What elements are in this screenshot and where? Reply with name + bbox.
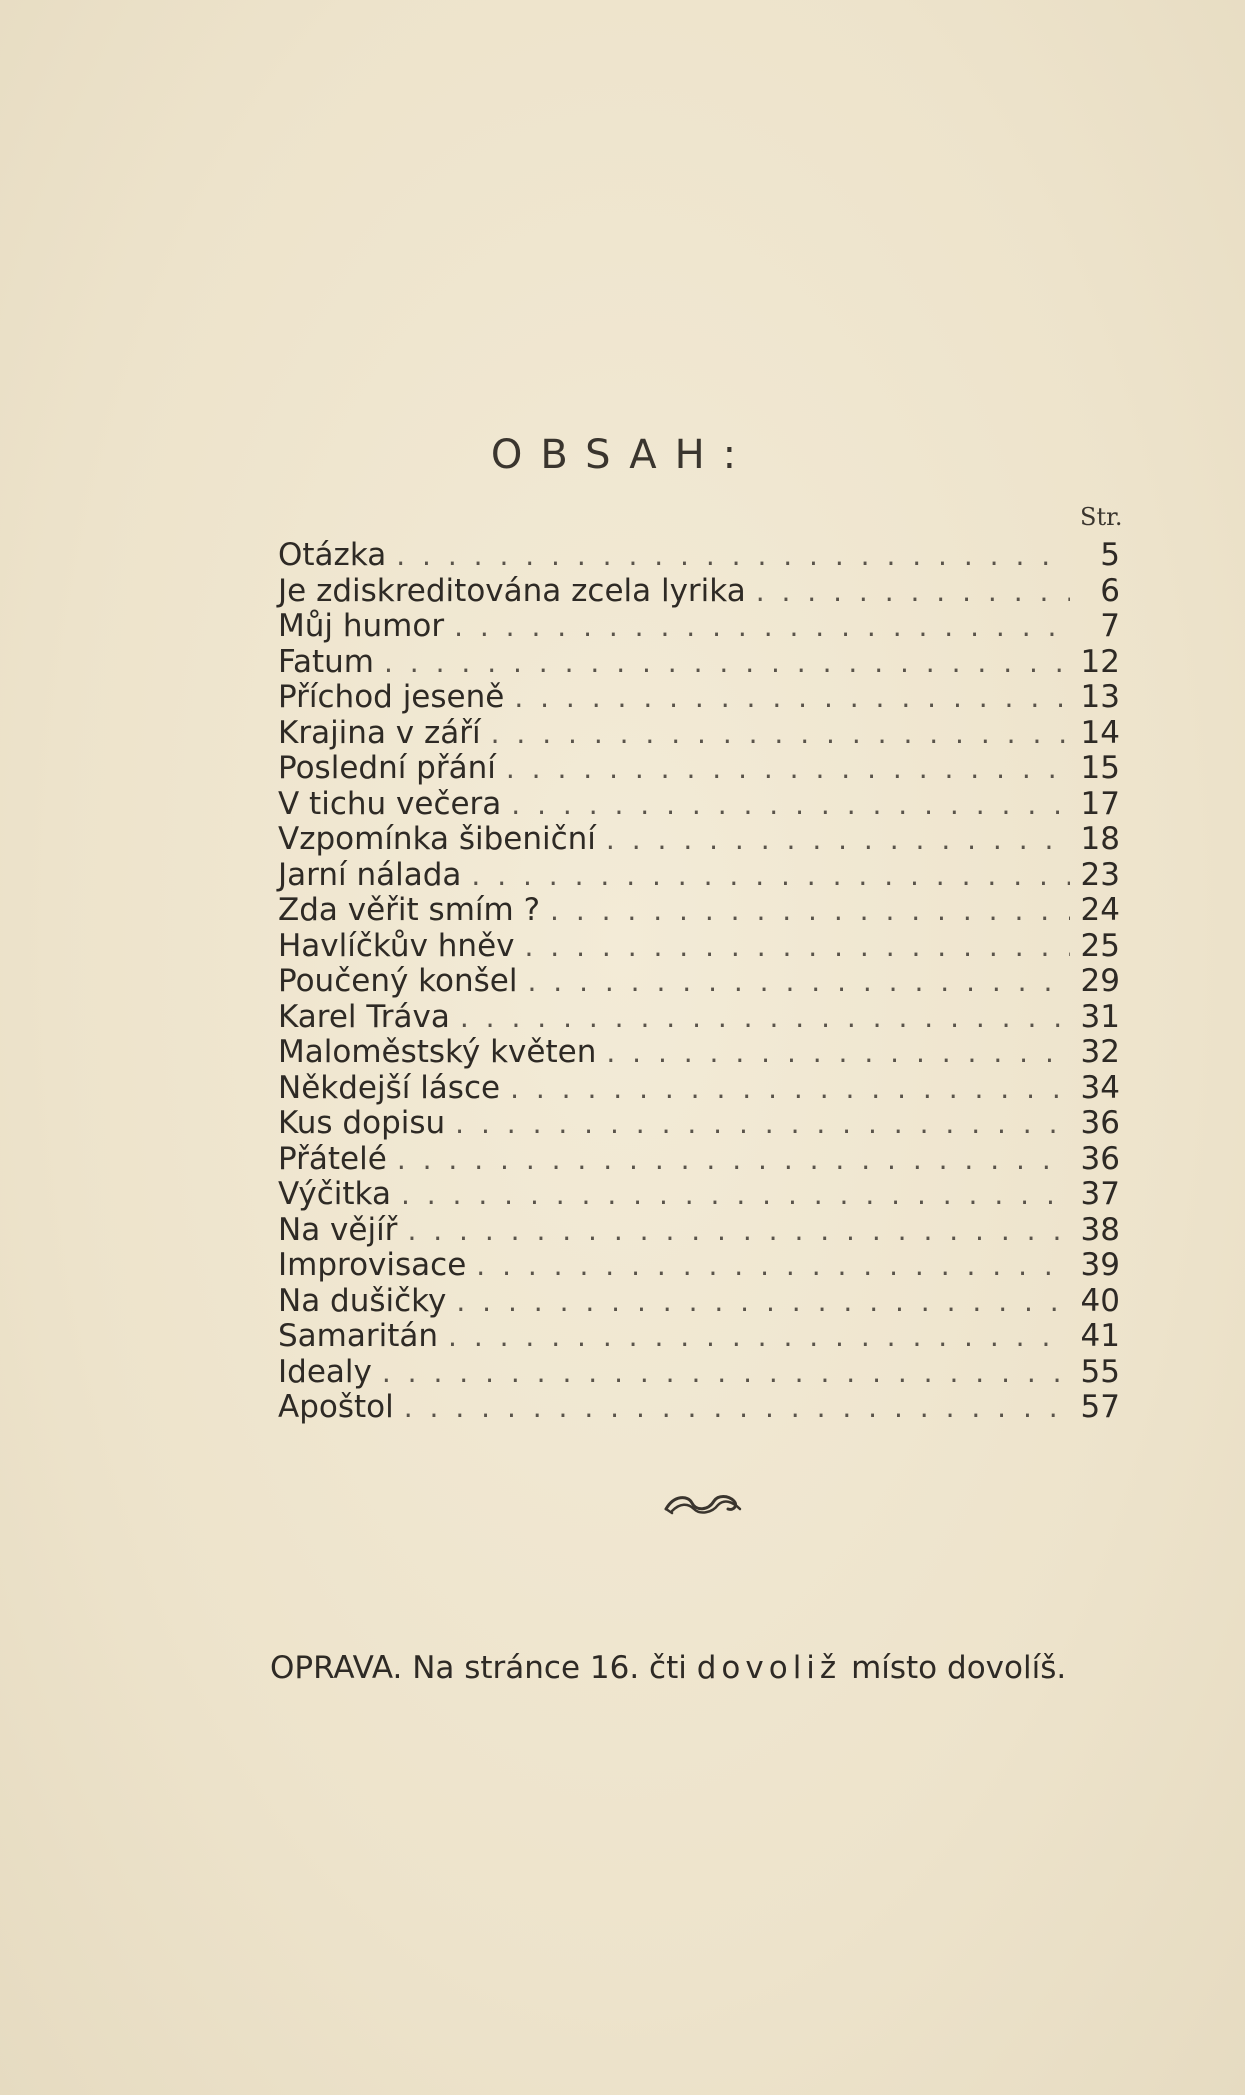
dot-leader: [401, 1177, 1070, 1213]
dot-leader: [460, 1000, 1070, 1036]
toc-entry-title: Přátelé: [278, 1140, 387, 1177]
toc-entry-page: 40: [1080, 1282, 1120, 1319]
toc-entry-page: 36: [1080, 1140, 1120, 1177]
toc-entry-title: Výčitka: [278, 1176, 391, 1212]
toc-entry-page: 41: [1080, 1318, 1120, 1354]
erratum-note: [270, 1650, 1066, 1686]
dot-leader: [511, 787, 1070, 823]
toc-entry-title: Vzpomínka šibeniční: [278, 821, 596, 857]
dot-leader: [382, 1355, 1070, 1391]
dot-leader: [491, 716, 1070, 752]
toc-entry-title: Otázka: [278, 537, 387, 573]
dot-leader: [455, 1106, 1070, 1142]
dot-leader: [527, 964, 1070, 1000]
toc-entry-page: 17: [1080, 785, 1120, 822]
toc-entry-title: Někdejší lásce: [278, 1069, 501, 1106]
toc-entry-title: Karel Tráva: [278, 998, 450, 1035]
dot-leader: [471, 858, 1070, 894]
toc-entry: [278, 574, 1120, 610]
dot-leader: [524, 929, 1070, 965]
dot-leader: [407, 1213, 1070, 1249]
toc-entry: [278, 929, 1120, 965]
toc-entry-title: Na dušičky: [278, 1282, 447, 1319]
toc-entry: [278, 1319, 1120, 1355]
toc-entry: [278, 645, 1120, 681]
toc-entry-page: 5: [1100, 537, 1120, 573]
toc-entry-page: 18: [1080, 821, 1120, 857]
toc-entry-page: 32: [1080, 1034, 1120, 1070]
dot-leader: [456, 1284, 1070, 1320]
dot-leader: [396, 538, 1070, 574]
toc-entry-page: 7: [1100, 608, 1120, 644]
ornament-icon: [662, 1489, 744, 1517]
toc-entry-title: Poslední přání: [278, 750, 496, 786]
toc-entry-title: Příchod jeseně: [278, 679, 505, 715]
toc-entry: [278, 1071, 1120, 1107]
table-of-contents: [278, 538, 1120, 1426]
toc-entry-page: 25: [1080, 927, 1120, 964]
toc-entry: [278, 1355, 1120, 1391]
toc-entry-page: 23: [1080, 856, 1120, 893]
toc-entry-title: Je zdiskreditována zcela lyrika: [278, 572, 746, 609]
toc-entry: [278, 858, 1120, 894]
toc-entry: [278, 1284, 1120, 1320]
toc-entry-title: Jarní nálada: [278, 856, 462, 893]
toc-entry: [278, 1035, 1120, 1071]
toc-entry-page: 15: [1080, 750, 1120, 786]
toc-entry-page: 38: [1080, 1211, 1120, 1248]
toc-entry-page: 29: [1080, 963, 1120, 999]
dot-leader: [510, 1071, 1070, 1107]
toc-entry-page: 55: [1080, 1353, 1120, 1390]
erratum-corrected-word: dovoliž: [696, 1650, 842, 1686]
dot-leader: [756, 574, 1070, 610]
toc-entry: [278, 680, 1120, 716]
toc-entry-page: 36: [1080, 1105, 1120, 1141]
erratum-prefix: OPRAVA. Na stránce 16. čti: [270, 1650, 687, 1686]
erratum-original-word: dovolíš.: [947, 1650, 1067, 1686]
toc-entry-page: 39: [1080, 1247, 1120, 1283]
toc-entry: [278, 1000, 1120, 1036]
dot-leader: [606, 1035, 1070, 1071]
toc-entry: [278, 1248, 1120, 1284]
toc-entry-page: 24: [1080, 892, 1120, 928]
toc-entry: [278, 1142, 1120, 1178]
page-heading: OBSAH:: [490, 432, 755, 478]
toc-entry-page: 57: [1080, 1389, 1120, 1425]
dot-leader: [384, 645, 1070, 681]
toc-entry-page: 13: [1080, 679, 1120, 715]
toc-entry-title: Krajina v září: [278, 714, 481, 751]
toc-entry-title: Idealy: [278, 1353, 372, 1390]
dot-leader: [454, 609, 1070, 645]
toc-entry: [278, 787, 1120, 823]
toc-entry-title: Můj humor: [278, 608, 445, 644]
toc-entry-title: Apoštol: [278, 1389, 394, 1425]
toc-entry: [278, 822, 1120, 858]
dot-leader: [448, 1319, 1070, 1355]
toc-entry: [278, 893, 1120, 929]
toc-entry: [278, 1177, 1120, 1213]
toc-entry-title: Zda věřit smím ?: [278, 892, 541, 928]
dot-leader: [514, 680, 1070, 716]
erratum-middle: místo: [851, 1650, 938, 1686]
toc-entry: [278, 1213, 1120, 1249]
dot-leader: [506, 751, 1070, 787]
toc-entry-title: Improvisace: [278, 1247, 467, 1283]
toc-entry: [278, 1106, 1120, 1142]
toc-entry-title: Kus dopisu: [278, 1105, 446, 1141]
toc-entry: [278, 751, 1120, 787]
toc-entry: [278, 716, 1120, 752]
toc-entry-title: Maloměstský květen: [278, 1034, 597, 1070]
toc-entry: [278, 609, 1120, 645]
toc-entry-title: V tichu večera: [278, 785, 502, 822]
toc-entry-page: 31: [1080, 998, 1120, 1035]
dot-leader: [550, 893, 1070, 929]
toc-entry-title: Poučený konšel: [278, 963, 518, 999]
toc-entry-page: 37: [1080, 1176, 1120, 1212]
toc-entry: [278, 538, 1120, 574]
dot-leader: [404, 1390, 1070, 1426]
toc-entry-page: 12: [1080, 643, 1120, 680]
toc-entry: [278, 1390, 1120, 1426]
dot-leader: [476, 1248, 1070, 1284]
toc-entry-title: Havlíčkův hněv: [278, 927, 515, 964]
toc-entry: [278, 964, 1120, 1000]
toc-entry-title: Fatum: [278, 643, 374, 680]
toc-entry-page: 14: [1080, 714, 1120, 751]
toc-entry-page: 34: [1080, 1069, 1120, 1106]
toc-entry-page: 6: [1100, 572, 1120, 609]
toc-entry-title: Na vějíř: [278, 1211, 398, 1248]
page-column-label: Str.: [1080, 503, 1123, 531]
dot-leader: [397, 1142, 1070, 1178]
dot-leader: [606, 822, 1070, 858]
toc-entry-title: Samaritán: [278, 1318, 439, 1354]
